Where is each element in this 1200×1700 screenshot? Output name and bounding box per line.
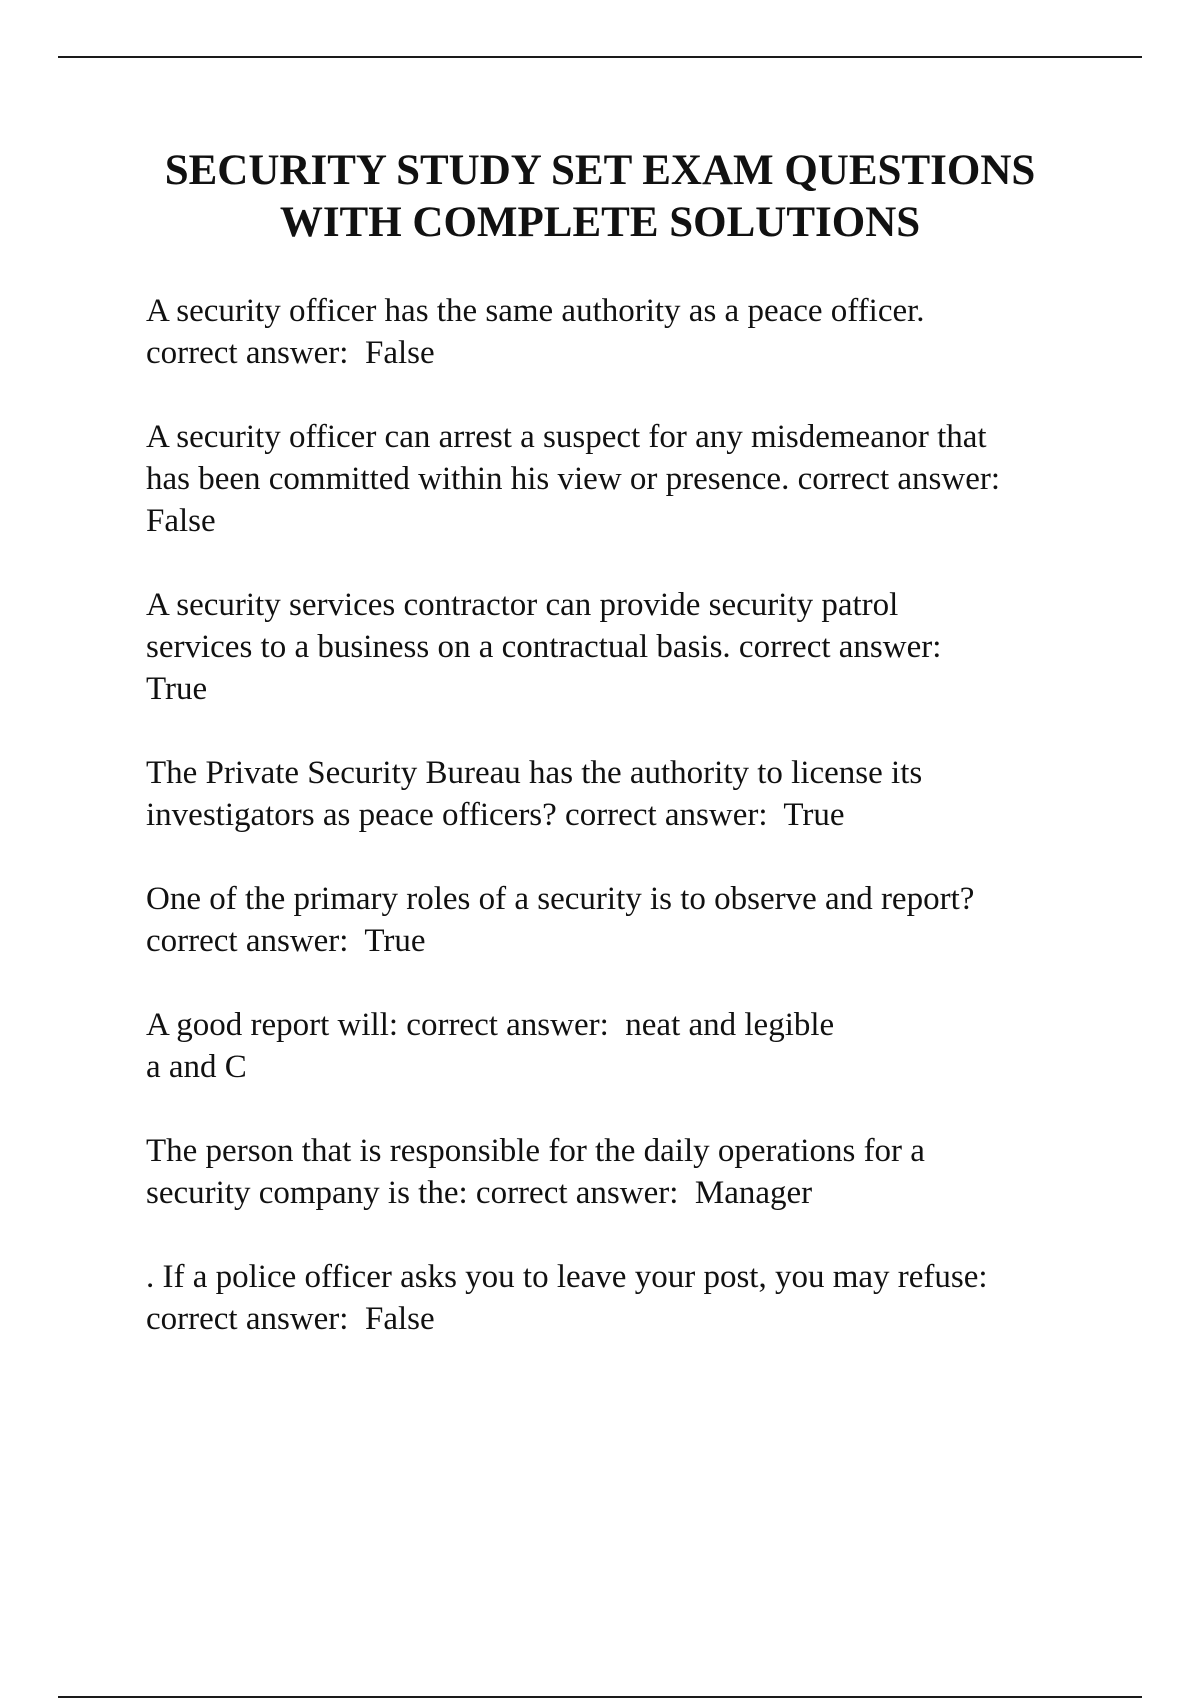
question-item: The Private Security Bureau has the authority to license its investigators as peace officers? correct answer: True (146, 755, 923, 833)
question-item: A security services contractor can provide security patrol services to a business on a contractual basis. correct answer: True (146, 587, 942, 707)
question-item: A security officer has the same authority as a peace officer. correct answer: False (146, 293, 925, 371)
question-item: One of the primary roles of a security is to observe and report? correct answer: True (146, 881, 975, 959)
header-rule (58, 56, 1142, 58)
question-item: . If a police officer asks you to leave your post, you may refuse: correct answer: False (146, 1259, 988, 1337)
question-item: A security officer can arrest a suspect for any misdemeanor that has been committed within his view or presence. correct answer: False (146, 419, 1001, 539)
page-title (0, 145, 1200, 249)
title-line-2: WITH COMPLETE SOLUTIONS (279, 199, 921, 246)
question-list (146, 290, 1106, 1382)
title-line-1: SECURITY STUDY SET EXAM QUESTIONS (164, 147, 1036, 194)
question-item: A good report will: correct answer: neat and legible a and C (146, 1007, 835, 1085)
question-item: The person that is responsible for the daily operations for a security company is the: correct answer: Manager (146, 1133, 925, 1211)
footer-rule (58, 1696, 1142, 1698)
